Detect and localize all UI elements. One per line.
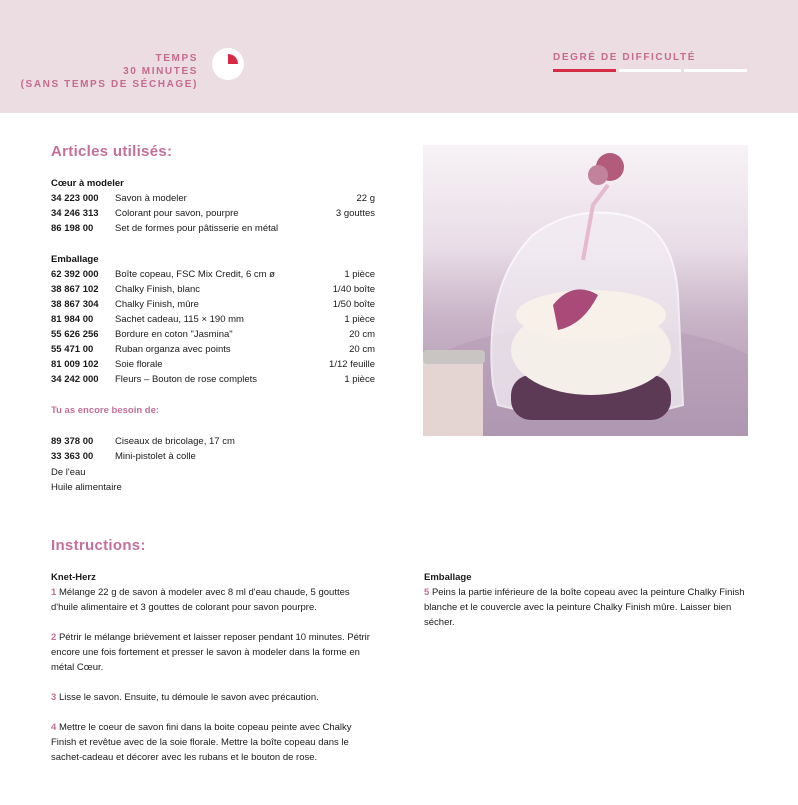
step-text: Peins la partie inférieure de la boîte copeau avec la peinture Chalky Finish blanche et le couvercle avec la peinture Chalky Finish mûre. Laisser bien sécher. [424,587,745,628]
article-qty: 20 cm [349,329,375,340]
instruction-step [51,720,371,765]
difficulty-bar-3 [684,69,747,72]
article-code: 34 246 313 [51,208,99,219]
article-desc: Colorant pour savon, pourpre [115,208,239,219]
article-row [51,191,375,206]
article-row [51,342,375,357]
instruction-step [424,585,754,630]
difficulty-label: DEGRÉ DE DIFFICULTÉ [553,52,696,63]
article-code: 38 867 102 [51,284,99,295]
step-number: 4 [51,722,57,733]
step-text: Pétrir le mélange brièvement et laisser reposer pendant 10 minutes. Pétrir encore une fois fortement et presser le savon à modeler dans la forme en métal Cœur. [51,632,370,673]
instructions-title: Instructions: [51,537,146,554]
instructions-left-title: Knet-Herz [51,572,96,583]
article-desc: Chalky Finish, blanc [115,284,201,295]
article-row [51,221,375,236]
article-code: 55 626 256 [51,329,99,340]
article-desc: Boîte copeau, FSC Mix Credit, 6 cm ø [115,269,275,280]
article-qty: 1/12 feuille [329,359,375,370]
article-code: 62 392 000 [51,269,99,280]
article-desc: Mini-pistolet à colle [115,451,196,462]
article-desc: Set de formes pour pâtisserie en métal [115,223,279,234]
article-qty: 1 pièce [344,269,375,280]
article-code: 81 984 00 [51,314,94,325]
time-note: (SANS TEMPS DE SÉCHAGE) [20,79,198,90]
article-code: 33 363 00 [51,451,94,462]
step-number: 3 [51,692,57,703]
article-row [51,327,375,342]
article-row [51,267,375,282]
article-qty: 1 pièce [344,314,375,325]
article-desc: Soie florale [115,359,163,370]
article-code: 89 378 00 [51,436,94,447]
article-qty: 1 pièce [344,374,375,385]
article-desc: Chalky Finish, mûre [115,299,199,310]
article-row [51,282,375,297]
step-text: Mélange 22 g de savon à modeler avec 8 ml d'eau chaude, 5 gouttes d'huile alimentaire et 3 gouttes de colorant pour savon pourpre. [51,587,350,613]
article-code: 86 198 00 [51,223,94,234]
product-photo [423,145,748,436]
instructions-right [424,570,754,645]
group1-title: Cœur à modeler [51,178,124,189]
extra-item: Huile alimentaire [51,482,122,493]
extra-item: De l'eau [51,467,86,478]
difficulty [553,52,747,72]
clock-icon [212,48,244,80]
article-row [51,434,375,449]
article-qty: 1/40 boîte [332,284,375,295]
instruction-step [51,585,371,615]
difficulty-bar-1 [553,69,616,72]
article-qty: 1/50 boîte [332,299,375,310]
time-info [21,52,198,91]
header-band [0,0,798,113]
article-row [51,297,375,312]
article-qty: 20 cm [349,344,375,355]
time-label: TEMPS [155,53,198,64]
article-code: 38 867 304 [51,299,99,310]
article-desc: Sachet cadeau, 115 × 190 mm [115,314,244,325]
need-title: Tu as encore besoin de: [51,405,160,416]
article-qty: 3 gouttes [335,208,375,219]
article-desc: Ruban organza avec points [115,344,231,355]
article-desc: Bordure en coton "Jasmina" [115,329,233,340]
article-desc: Ciseaux de bricolage, 17 cm [115,436,235,447]
article-code: 81 009 102 [51,359,99,370]
instructions-right-title: Emballage [424,572,472,583]
article-code: 55 471 00 [51,344,94,355]
group2-title: Emballage [51,254,99,265]
gift-bag-illustration [423,145,748,436]
article-row [51,357,375,372]
article-row [51,312,375,327]
step-number: 5 [424,587,430,598]
instructions-left [51,570,371,780]
instruction-step [51,690,371,705]
article-desc: Fleurs – Bouton de rose complets [115,374,258,385]
article-desc: Savon à modeler [115,193,187,204]
instruction-step [51,630,371,675]
difficulty-bars [553,69,747,72]
difficulty-bar-2 [619,69,682,72]
article-row [51,372,375,387]
step-text: Lisse le savon. Ensuite, tu démoule le savon avec précaution. [58,692,319,703]
step-text: Mettre le coeur de savon fini dans la boite copeau peinte avec Chalky Finish et revêtue avec de la soie florale. Mettre la boîte copeau dans le sachet-cadeau et décorer avec les rubans et le bouton de rose. [51,722,352,763]
article-row [51,449,375,464]
time-value: 30 MINUTES [123,66,198,77]
article-code: 34 223 000 [51,193,99,204]
articles-title: Articles utilisés: [51,143,173,160]
article-code: 34 242 000 [51,374,99,385]
step-number: 1 [51,587,57,598]
article-row [51,206,375,221]
step-number: 2 [51,632,57,643]
article-qty: 22 g [356,193,375,204]
